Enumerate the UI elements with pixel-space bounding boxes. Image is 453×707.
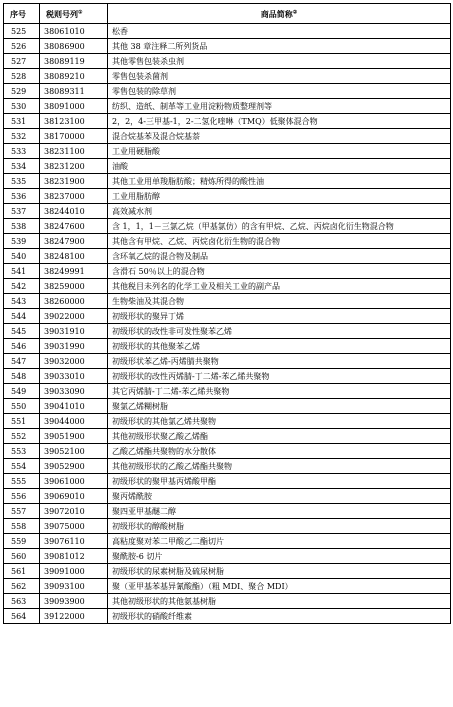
header-seq: 序号: [4, 4, 40, 24]
table-row: [4, 129, 451, 144]
cell-code: 39072010: [40, 504, 108, 519]
cell-name: 初级形状的醇酸树脂: [108, 519, 451, 534]
table-row: [4, 549, 451, 564]
cell-code: 38091000: [40, 99, 108, 114]
cell-code: 39031990: [40, 339, 108, 354]
cell-name: 初级形状的硝酸纤维素: [108, 609, 451, 624]
table-row: [4, 579, 451, 594]
table-row: [4, 444, 451, 459]
cell-name: 工业用硬脂酸: [108, 144, 451, 159]
cell-name: 其他工业用单羧脂肪酸；精炼所得的酸性油: [108, 174, 451, 189]
cell-seq: 541: [4, 264, 40, 279]
cell-code: 39022000: [40, 309, 108, 324]
cell-code: 38249991: [40, 264, 108, 279]
header-name: 商品简称②: [108, 4, 451, 24]
cell-name: 聚丙烯酰胺: [108, 489, 451, 504]
cell-seq: 559: [4, 534, 40, 549]
cell-name: 初级形状的其他氯乙烯共聚物: [108, 414, 451, 429]
cell-name: 其它丙烯腈-丁二烯-苯乙烯共聚物: [108, 384, 451, 399]
table-row: [4, 84, 451, 99]
cell-code: 39033090: [40, 384, 108, 399]
table-row: [4, 24, 451, 39]
cell-code: 38237000: [40, 189, 108, 204]
table-row: [4, 474, 451, 489]
cell-code: 39091000: [40, 564, 108, 579]
cell-code: 39081012: [40, 549, 108, 564]
cell-code: 39052100: [40, 444, 108, 459]
table-row: [4, 324, 451, 339]
cell-seq: 550: [4, 399, 40, 414]
cell-seq: 549: [4, 384, 40, 399]
cell-code: 38089119: [40, 54, 108, 69]
cell-seq: 556: [4, 489, 40, 504]
cell-seq: 564: [4, 609, 40, 624]
cell-seq: 548: [4, 369, 40, 384]
cell-seq: 527: [4, 54, 40, 69]
table-row: [4, 294, 451, 309]
cell-code: 39075000: [40, 519, 108, 534]
cell-code: 39052900: [40, 459, 108, 474]
header-row: [4, 4, 451, 24]
table-row: [4, 69, 451, 84]
cell-seq: 536: [4, 189, 40, 204]
cell-name: 油酸: [108, 159, 451, 174]
cell-code: 39033010: [40, 369, 108, 384]
cell-code: 39041010: [40, 399, 108, 414]
table-row: [4, 249, 451, 264]
cell-name: 含滑石 50％以上的混合物: [108, 264, 451, 279]
cell-name: 初级形状的其他聚苯乙烯: [108, 339, 451, 354]
cell-name: 聚酰胺-6 切片: [108, 549, 451, 564]
cell-seq: 533: [4, 144, 40, 159]
cell-name: 其他零售包装杀虫剂: [108, 54, 451, 69]
cell-name: 其他含有甲烷、乙烷、丙烷卤化衍生物的混合物: [108, 234, 451, 249]
cell-name: 工业用脂肪醇: [108, 189, 451, 204]
cell-seq: 542: [4, 279, 40, 294]
table-row: [4, 234, 451, 249]
table-row: [4, 264, 451, 279]
cell-code: 38259000: [40, 279, 108, 294]
cell-seq: 525: [4, 24, 40, 39]
cell-name: 其他 38 章注释二所列货品: [108, 39, 451, 54]
table-row: [4, 429, 451, 444]
cell-name: 其他初级形状聚乙酸乙烯酯: [108, 429, 451, 444]
tariff-table-wrapper: [3, 3, 450, 624]
table-row: [4, 114, 451, 129]
cell-code: 39044000: [40, 414, 108, 429]
table-row: [4, 189, 451, 204]
cell-code: 39093100: [40, 579, 108, 594]
cell-seq: 539: [4, 234, 40, 249]
cell-seq: 537: [4, 204, 40, 219]
cell-code: 39061000: [40, 474, 108, 489]
table-row: [4, 594, 451, 609]
table-row: [4, 219, 451, 234]
cell-name: 其他初级形状的其他氨基树脂: [108, 594, 451, 609]
cell-seq: 547: [4, 354, 40, 369]
cell-name: 初级形状的聚甲基丙烯酸甲酯: [108, 474, 451, 489]
cell-seq: 563: [4, 594, 40, 609]
cell-seq: 534: [4, 159, 40, 174]
cell-name: 零售包装的除草剂: [108, 84, 451, 99]
table-row: [4, 504, 451, 519]
table-row: [4, 309, 451, 324]
cell-code: 38260000: [40, 294, 108, 309]
cell-name: 高粘度聚对苯二甲酸乙二酯切片: [108, 534, 451, 549]
cell-name: 乙酸乙烯酯共聚物的水分散体: [108, 444, 451, 459]
cell-code: 39076110: [40, 534, 108, 549]
header-code: 税则号列①: [40, 4, 108, 24]
cell-code: 39051900: [40, 429, 108, 444]
cell-seq: 540: [4, 249, 40, 264]
cell-seq: 544: [4, 309, 40, 324]
cell-name: 混合烷基苯及混合烷基萘: [108, 129, 451, 144]
cell-code: 39031910: [40, 324, 108, 339]
cell-seq: 530: [4, 99, 40, 114]
table-row: [4, 159, 451, 174]
cell-seq: 526: [4, 39, 40, 54]
table-row: [4, 144, 451, 159]
table-row: [4, 279, 451, 294]
cell-name: 聚四亚甲基醚二醇: [108, 504, 451, 519]
cell-code: 38231900: [40, 174, 108, 189]
cell-code: 39032000: [40, 354, 108, 369]
table-row: [4, 489, 451, 504]
cell-seq: 558: [4, 519, 40, 534]
table-row: [4, 534, 451, 549]
cell-name: 初级形状的改性非可发性聚苯乙烯: [108, 324, 451, 339]
table-row: [4, 54, 451, 69]
cell-seq: 535: [4, 174, 40, 189]
cell-name: 聚（亚甲基苯基异氰酸酯）（粗 MDI、聚合 MDI）: [108, 579, 451, 594]
cell-code: 38244010: [40, 204, 108, 219]
cell-seq: 529: [4, 84, 40, 99]
cell-seq: 543: [4, 294, 40, 309]
table-row: [4, 99, 451, 114]
cell-code: 39093900: [40, 594, 108, 609]
cell-code: 38061010: [40, 24, 108, 39]
cell-seq: 532: [4, 129, 40, 144]
table-row: [4, 564, 451, 579]
cell-code: 38089210: [40, 69, 108, 84]
cell-seq: 553: [4, 444, 40, 459]
cell-name: 初级形状的尿素树脂及硫尿树脂: [108, 564, 451, 579]
cell-name: 生物柴油及其混合物: [108, 294, 451, 309]
cell-seq: 561: [4, 564, 40, 579]
cell-seq: 557: [4, 504, 40, 519]
header-code-footnote-mark: ①: [78, 8, 83, 15]
cell-name: 2，2，4-三甲基-1，2-二氢化喹啉（TMQ）低聚体混合物: [108, 114, 451, 129]
cell-seq: 562: [4, 579, 40, 594]
cell-name: 初级形状的改性丙烯腈-丁二烯-苯乙烯共聚物: [108, 369, 451, 384]
cell-code: 39122000: [40, 609, 108, 624]
table-row: [4, 354, 451, 369]
cell-seq: 538: [4, 219, 40, 234]
cell-seq: 546: [4, 339, 40, 354]
cell-code: 38248100: [40, 249, 108, 264]
cell-seq: 560: [4, 549, 40, 564]
cell-name: 高效减水剂: [108, 204, 451, 219]
cell-name: 初级形状苯乙烯-丙烯腈共聚物: [108, 354, 451, 369]
cell-name: 其他税目未列名的化学工业及相关工业的副产品: [108, 279, 451, 294]
cell-seq: 528: [4, 69, 40, 84]
tariff-table: [3, 3, 451, 624]
cell-code: 38247900: [40, 234, 108, 249]
cell-seq: 545: [4, 324, 40, 339]
table-row: [4, 204, 451, 219]
table-row: [4, 399, 451, 414]
cell-name: 零售包装杀菌剂: [108, 69, 451, 84]
cell-name: 初级形状的聚异丁烯: [108, 309, 451, 324]
cell-code: 38170000: [40, 129, 108, 144]
cell-name: 聚氯乙烯糊树脂: [108, 399, 451, 414]
cell-code: 38247600: [40, 219, 108, 234]
table-row: [4, 384, 451, 399]
cell-seq: 551: [4, 414, 40, 429]
table-row: [4, 609, 451, 624]
cell-seq: 531: [4, 114, 40, 129]
table-row: [4, 174, 451, 189]
cell-name: 纺织、造纸、制革等工业用淀粉物质整理剂等: [108, 99, 451, 114]
table-row: [4, 414, 451, 429]
table-row: [4, 339, 451, 354]
cell-code: 38086900: [40, 39, 108, 54]
cell-code: 38231200: [40, 159, 108, 174]
header-name-footnote-mark: ②: [292, 8, 298, 15]
table-row: [4, 39, 451, 54]
cell-code: 38123100: [40, 114, 108, 129]
table-row: [4, 459, 451, 474]
cell-code: 38089311: [40, 84, 108, 99]
cell-code: 39069010: [40, 489, 108, 504]
cell-name: 其他初级形状的乙酸乙烯酯共聚物: [108, 459, 451, 474]
table-row: [4, 519, 451, 534]
cell-seq: 555: [4, 474, 40, 489]
cell-name: 含 1，1，1－三氯乙烷（甲基氯仿）的含有甲烷、乙烷、丙烷卤化衍生物混合物: [108, 219, 451, 234]
table-row: [4, 369, 451, 384]
cell-name: 含环氧乙烷的混合物及制品: [108, 249, 451, 264]
cell-seq: 554: [4, 459, 40, 474]
table-body: [4, 24, 451, 624]
cell-code: 38231100: [40, 144, 108, 159]
cell-seq: 552: [4, 429, 40, 444]
cell-name: 松香: [108, 24, 451, 39]
